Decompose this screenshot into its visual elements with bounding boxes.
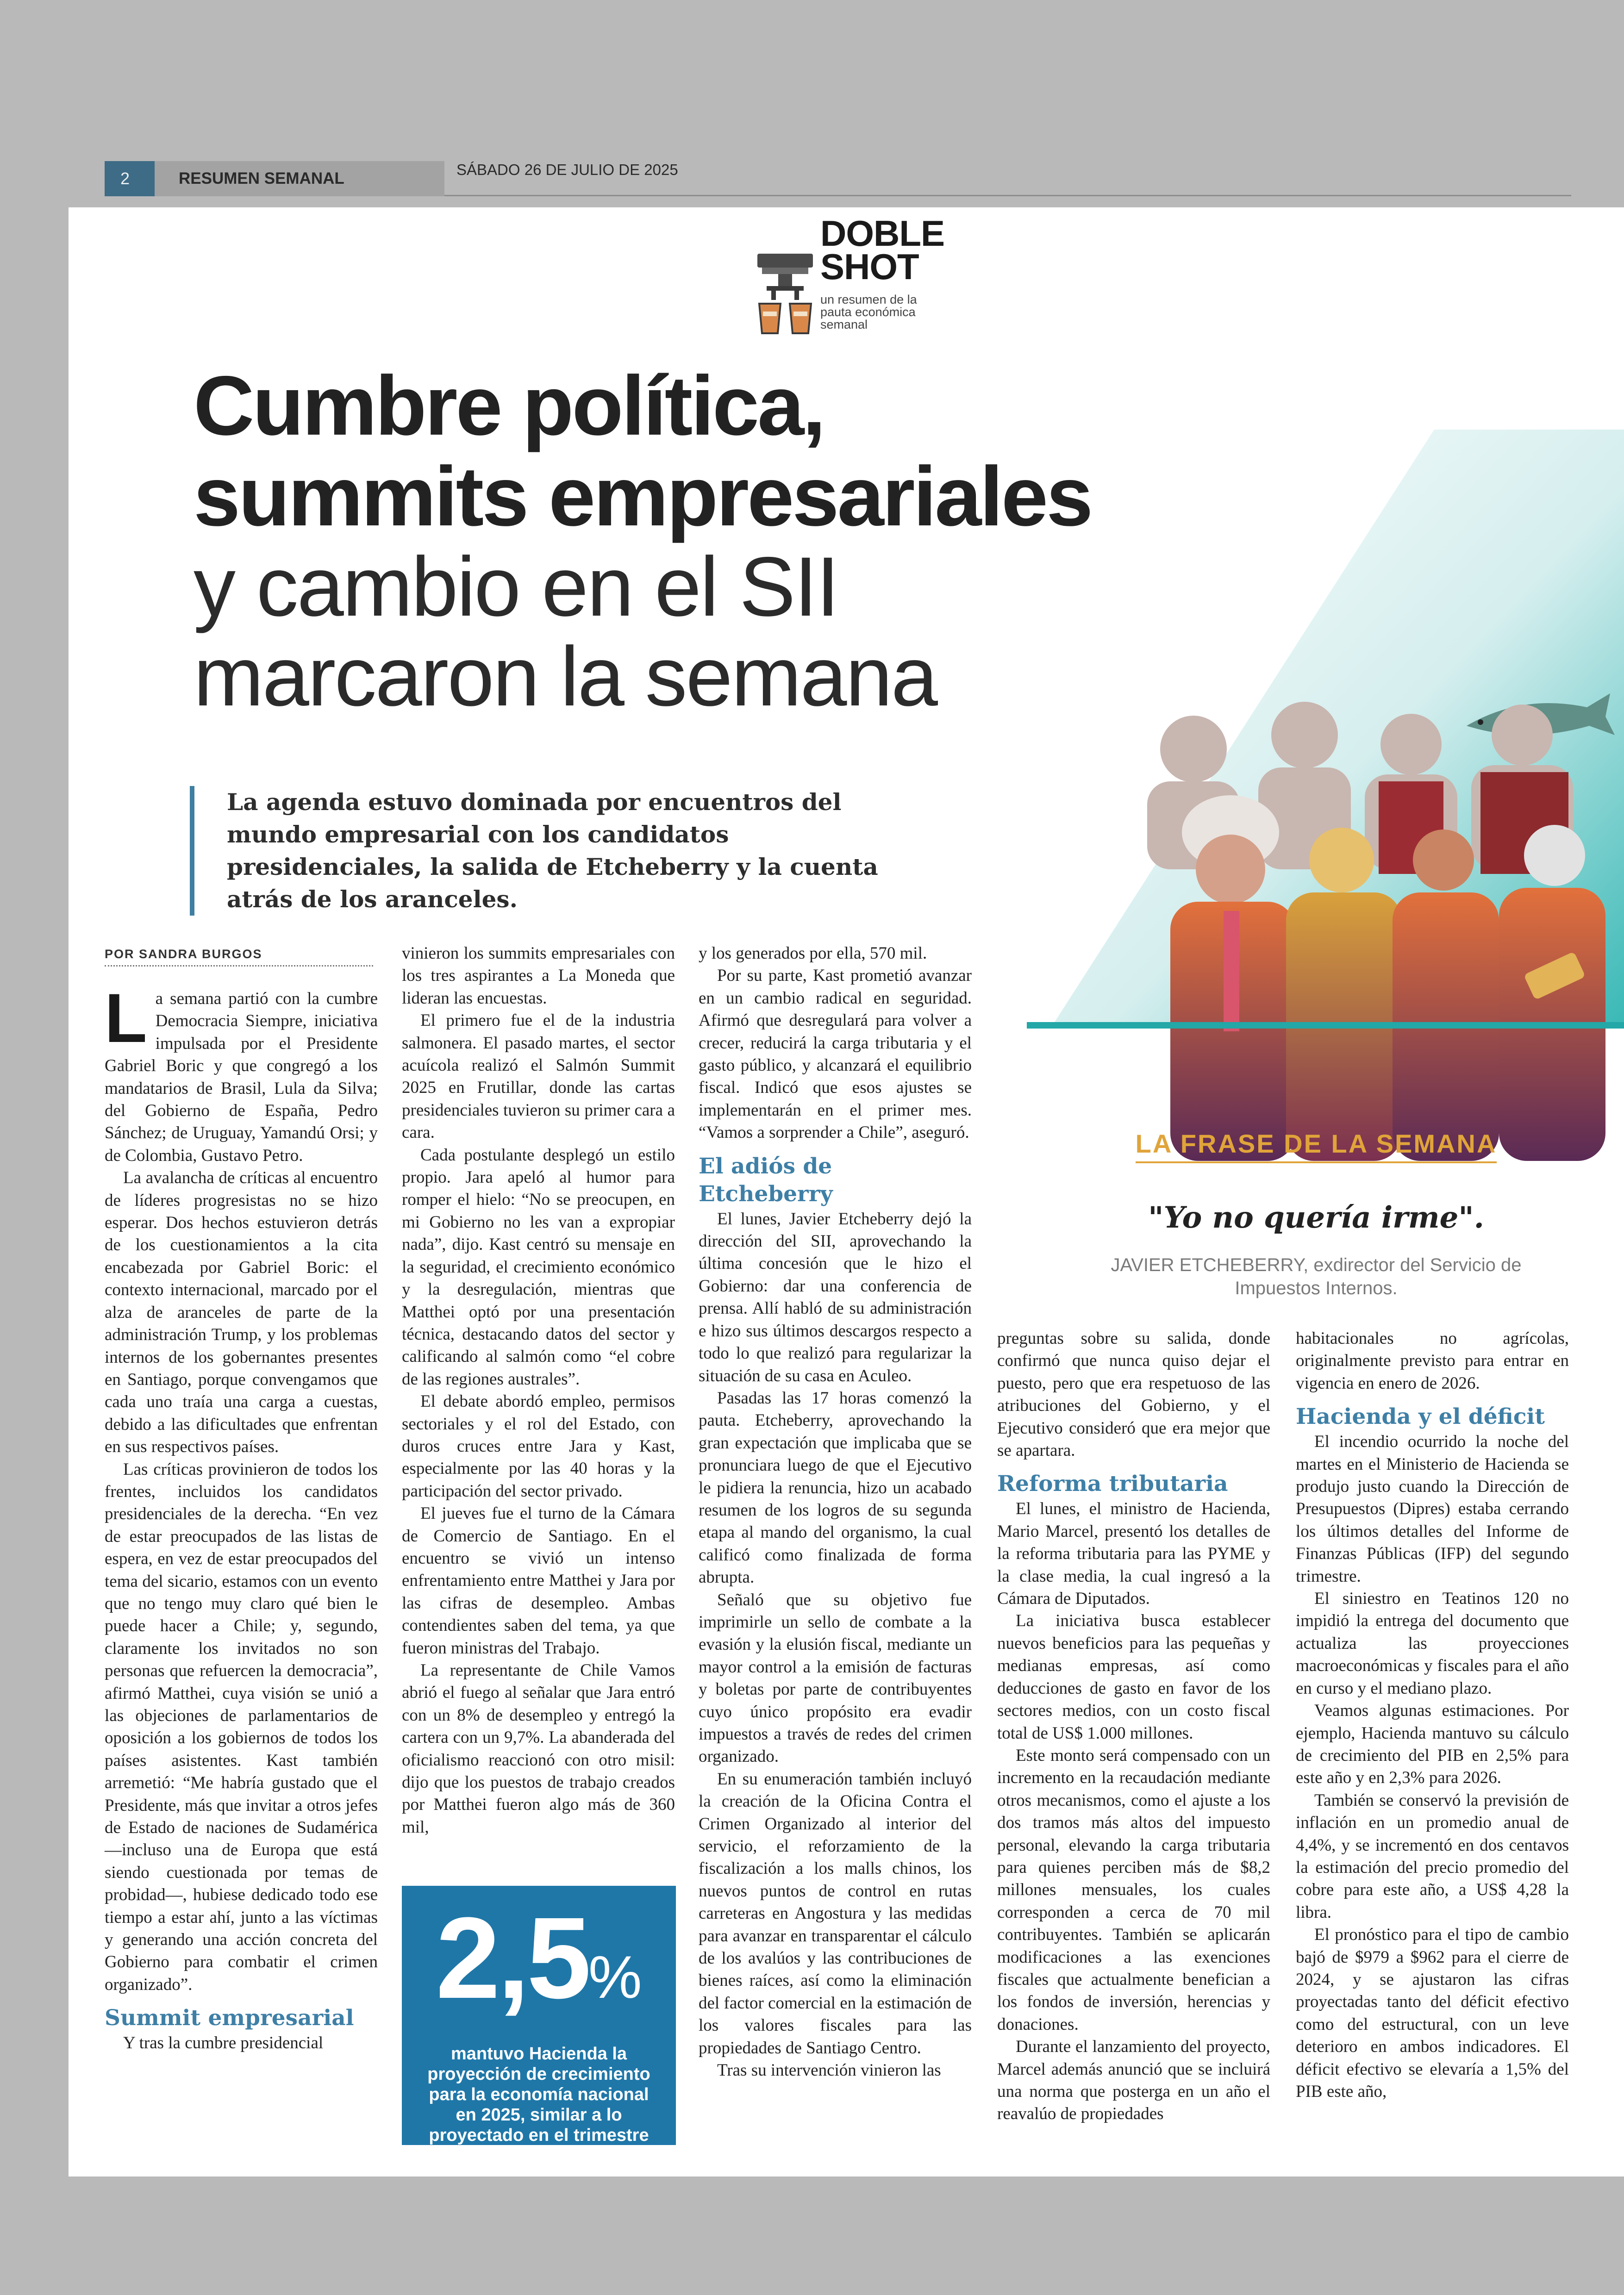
paragraph (105, 979, 378, 1167)
paragraph: y los generados por ella, 570 mil. (699, 944, 927, 963)
drop-cap: L (105, 979, 147, 1057)
paragraph: vinieron los summits empresariales con los tres aspirantes a La Moneda que lideran las encuestas. (402, 944, 675, 1008)
coffee-machine-icon (753, 244, 818, 365)
deck-summary: La agenda estuvo dominada por encuentros del mundo empresarial con los candidatos presidenciales, la salida de Etcheberry y la cuenta atrás de los aranceles. (190, 786, 907, 916)
paragraph: La representante de Chile Vamos abrió el fuego al señalar que Jara entró con un 8% de desempleo y entregó la cartera con un 9,7%. La abanderada del oficialismo reaccionó con otro misil: dijo que los puestos de trabajo creados por Matthei fueron algo más de 360 mil, (402, 1661, 675, 1837)
headline-line4: marcaron la semana (194, 629, 937, 723)
logo-subtitle: un resumen de la pauta económica semanal (820, 293, 917, 331)
paragraph: El siniestro en Teatinos 120 no impidió la entrega del documento que actualiza las proyecciones macroeconómicas y fiscales para el año en curso y el mediano plazo. (1296, 1589, 1569, 1698)
candidates-photo-illustration (1055, 430, 1624, 1244)
paragraph: El incendio ocurrido la noche del martes en el Ministerio de Hacienda se produjo justo cuando la Dirección de Presupuestos (Dipres) estaba cerrando los últimos detalles del Informe de Finanzas Públicas (IFP) del segundo trimestre. (1296, 1432, 1569, 1586)
paragraph: Cada postulante desplegó un estilo propio. Jara apeló al humor para romper el hielo: “No se preocupen, en mi Gobierno no les van a expropiar nada”, dijo. Kast centró su mensaje en la seguridad, el crecimiento económico y la desregulación, mientras que Matthei optó por una presentación técnica, destacando datos del sector y calificando al salmón como “el cobre de las regiones australes”. (402, 1145, 675, 1389)
phrase-quote: "Yo no quería irme". (1148, 1200, 1484, 1235)
newspaper-page (69, 207, 1624, 2177)
headline (194, 360, 1143, 721)
paragraph: Señaló que su objetivo fue imprimirle un sello de combate a la evasión y la elusión fiscal, mediante un mayor control a la emisión de facturas y boletas por parte de contribuyentes cuyo único propósito era evadir impuestos a través de redes del crimen organizado. (699, 1590, 972, 1766)
paragraph: preguntas sobre su salida, donde confirmó que nunca quiso dejar el puesto, pero que era respetuoso de las atribuciones del Gobierno, y el Ejecutivo consideró que era mejor que se apartara. (997, 1329, 1270, 1460)
page-header (105, 161, 1571, 196)
article-column-1 (105, 979, 378, 2055)
logo-title (820, 213, 944, 287)
paragraph: Pasadas las 17 horas comenzó la pauta. Etcheberry, aprovechando la gran expectación que implicaba que se pronunciara luego de que el Ejecutivo le pidiera la renuncia, hizo un acabado resumen de los logros de su segunda etapa al mando del organismo, la cual calificó como finalizada de forma abrupta. (699, 1388, 972, 1587)
headline-line2: summits empresariales (194, 449, 1092, 543)
stat-number: 2,5 (436, 1893, 588, 2022)
phrase-of-the-week (1036, 1129, 1596, 1300)
article-column-5 (1296, 1328, 1569, 2103)
article-column-4 (997, 1328, 1270, 2126)
section-label: RESUMEN SEMANAL (155, 161, 444, 196)
paragraph: habitacionales no agrícolas, originalmente previsto para entrar en vigencia en enero de 2026. (1296, 1329, 1569, 1393)
paragraph: También se conservó la previsión de inflación en un promedio anual de 4,4%, y se incrementó en dos centavos la estimación del precio promedio del cobre para este año, a US$ 4,28 la libra. (1296, 1790, 1569, 1922)
paragraph: Y tras la cumbre presidencial (123, 2033, 324, 2053)
paragraph: Durante el lanzamiento del proyecto, Marcel además anunció que se incluirá una norma que posterga en un año el reavalúo de propiedades (997, 2037, 1270, 2124)
growth-stat-box (402, 1886, 676, 2165)
article-column-2 (402, 942, 675, 1839)
subhead-etcheberry: El adiós de Etcheberry (699, 1153, 833, 1207)
teal-rule (1027, 1022, 1624, 1029)
phrase-title: LA FRASE DE LA SEMANA (1136, 1129, 1497, 1163)
paragraph: El lunes, Javier Etcheberry dejó la dirección del SII, aprovechando la última concesión que le hizo el Gobierno: dar una conferencia de prensa. Allí habló de su administración e hizo sus últimos descargos respecto a todo lo que realizó para regularizar la situación de su casa en Aculeo. (699, 1209, 972, 1385)
paragraph: La iniciativa busca establecer nuevos beneficios para las pequeñas y medianas empresas, así como deducciones de gasto en favor de los sectores medios, con un costo fiscal total de US$ 1.000 millones. (997, 1611, 1270, 1743)
paragraph: Por su parte, Kast prometió avanzar en un cambio radical en seguridad. Afirmó que desregulará para volver a crecer, reducirá la carga tributaria y el gasto público, y alcanzará el equilibrio fiscal. Indicó que esos ajustes se implementarán en el primer mes. “Vamos a sorprender a Chile”, aseguró. (699, 966, 972, 1142)
paragraph: Veamos algunas estimaciones. Por ejemplo, Hacienda mantuvo su cálculo de crecimiento del PIB en 2,5% para este año y en 2,3% para 2026. (1296, 1701, 1569, 1788)
paragraph: La avalancha de críticas al encuentro de líderes progresistas no se hizo esperar. Dos hechos estuvieron detrás de los cuestionamientos a la cita encabezada por Gabriel Boric: el contexto internacional, marcado por el alza de aranceles de parte de la administración Trump, y los problemas internos de los gobernantes presentes en Santiago, porque convengamos que cada uno traía una carga a cuestas, debido a las dificultades que enfrentan en sus respectivos países. (105, 1168, 378, 1457)
doble-shot-logo (753, 213, 947, 342)
headline-line1: Cumbre política, (194, 358, 824, 453)
paragraph: El pronóstico para el tipo de cambio bajó de $979 a $962 para el cierre de 2024, y se ajustaron las cifras proyectadas tanto del déficit efectivo como del estructural, con un leve deterioro en ambos indicadores. El déficit efectivo se elevaría a 1,5% del PIB este año, (1296, 1925, 1569, 2101)
paragraph: El lunes, el ministro de Hacienda, Mario Marcel, presentó los detalles de la reforma tributaria para las PYME y la clase media, la cual ingresó a la Cámara de Diputados. (997, 1499, 1270, 1609)
paragraph: Este monto será compensado con un incremento en la recaudación mediante otros mecanismos, como el ajuste a los dos tramos más altos del impuesto personal, elevando la carga tributaria para quienes perciben más de $8,2 millones mensuales, los cuales corresponden a cerca de 70 mil contribuyentes. También se aplicarán modificaciones a las exenciones fiscales que actualmente benefician a los fondos de inversión, herencias y donaciones. (997, 1746, 1270, 2034)
paragraph: El debate abordó empleo, permisos sectoriales y el rol del Estado, con duros cruces entre Jara y Kast, especialmente por las 40 horas y la participación del sector privado. (402, 1392, 675, 1501)
paragraph: Tras su intervención vinieron las (717, 2061, 941, 2080)
subhead-hacienda: Hacienda y el déficit (1296, 1404, 1545, 1430)
article-column-3 (699, 942, 972, 2082)
paragraph: En su enumeración también incluyó la creación de la Oficina Contra el Crimen Organizado al interior del servicio, el reforzamiento de la fiscalización a los malls chinos, los nuevos puntos de control en rutas carreteras en Angostura y las medidas para avanzar en transparentar el cálculo de los avalúos y las contribuciones de bienes raíces, así como la eliminación del factor comercial en la estimación de los valores fiscales para las propiedades de Santiago Centro. (699, 1769, 972, 2058)
issue-date: SÁBADO 26 DE JULIO DE 2025 (456, 161, 678, 178)
stat-caption: mantuvo Hacienda la proyección de crecimiento para la economía nacional en 2025, similar a lo proyectado en el trimestre anterior (427, 2044, 650, 2165)
subhead-summit: Summit empresarial (105, 2005, 354, 2031)
paragraph: El primero fue el de la industria salmonera. El pasado martes, el sector acuícola realizó el Salmón Summit 2025 en Frutillar, donde las cartas presidenciales tuvieron su primer cara a cara. (402, 1011, 675, 1142)
paragraph-text: a semana partió con la cumbre Democracia Siempre, iniciativa impulsada por el Presidente Gabriel Boric y que congregó a los mandatarios de Brasil, Lula da Silva; del Gobierno de España, Pedro Sánchez; de Uruguay, Yamandú Orsi; y de Colombia, Gustavo Petro. (105, 989, 378, 1165)
subhead-reforma: Reforma tributaria (997, 1471, 1228, 1497)
logo-title-line2: SHOT (820, 246, 919, 287)
headline-line3: y cambio en el SII (194, 539, 838, 634)
stat-figure (402, 1893, 676, 2033)
paragraph: El jueves fue el turno de la Cámara de Comercio de Santiago. En el encuentro se vivió un intenso enfrentamiento entre Matthei y Jara por las cifras de desempleo. Ambas contendientes saben del tema, ya que fueron ministras del Trabajo. (402, 1504, 675, 1658)
stat-unit: % (588, 1943, 642, 2011)
paragraph: Las críticas provinieron de todos los frentes, incluidos los candidatos presidenciales de la derecha. “En vez de estar preocupados de las listas de espera, en vez de estar preocupados del tema del sicario, estamos con un evento que no tengo muy claro qué bien le puede hacer a Chile; y, segundo, claramente los invitados no son personas que refuercen la democracia”, afirmó Matthei, cuya visión se unió a las objeciones de parlamentarios de oposición a los gobiernos de todos los países asistentes. Kast también arremetió: “Me habría gustado que el Presidente, más que invitar a otros jefes de Estado de naciones de Sudamérica —incluso una de Europa que está siendo cuestionada por temas de probidad—, hubiese dedicado todo ese tiempo a estar ahí, junto a las víctimas y generando una acción concreta del Gobierno para combatir el crimen organizado”. (105, 1459, 378, 1994)
byline: POR SANDRA BURGOS (105, 947, 373, 967)
page-number: 2 (105, 161, 155, 196)
logo-title-line1: DOBLE (820, 213, 944, 254)
phrase-attribution: JAVIER ETCHEBERRY, exdirector del Servicio de Impuestos Internos. (1111, 1255, 1522, 1298)
